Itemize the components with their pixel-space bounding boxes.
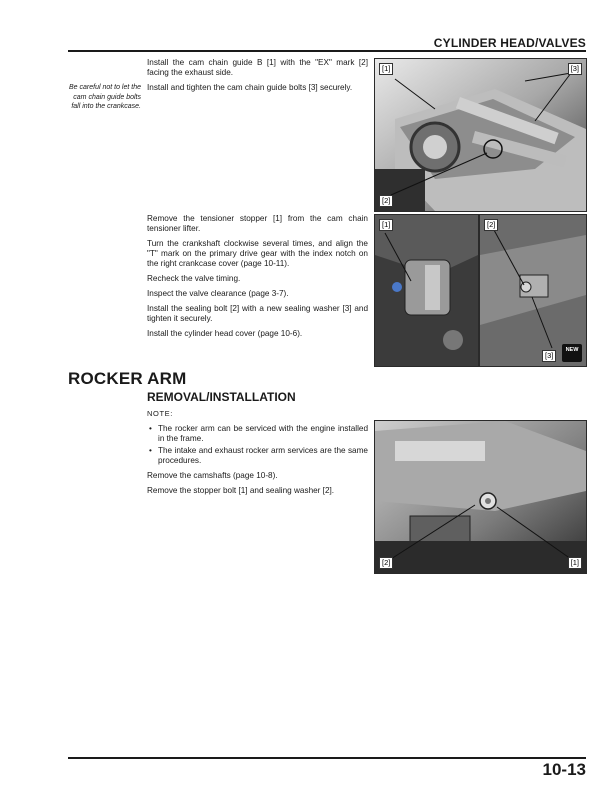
new-part-icon [562,344,582,362]
note-item: • The rocker arm can be serviced with the engine installed in the frame. [147,424,368,444]
section-title: ROCKER ARM [68,369,187,388]
instruction-block-2 [147,214,368,344]
note-list [147,424,368,466]
step-recheck-valve-timing: Recheck the valve timing. [147,274,241,283]
section-header-title: CYLINDER HEAD/VALVES [433,36,586,50]
step-install-cam-chain-guide: Install the cam chain guide B [1] with the "EX" mark [2] facing the exhaust side. [147,58,368,77]
photo-stopper-bolt [374,420,587,574]
header-rule [68,50,586,52]
instruction-block-1 [147,58,368,98]
step-remove-stopper-bolt: Remove the stopper bolt [1] and sealing washer [2]. [147,486,335,495]
step-install-head-cover: Install the cylinder head cover (page 10-6). [147,329,303,338]
callout-1: [1] [379,219,393,231]
footer-rule [68,757,586,759]
step-remove-camshafts: Remove the camshafts (page 10-8). [147,471,278,480]
callout-1: [1] [379,63,393,75]
tensioner-illustration [375,215,478,366]
step-turn-crankshaft: Turn the crankshaft clockwise several times, and align the "T" mark on the primary drive gear with the index notch on the right crankcase cover (page 10-11). [147,239,368,268]
note-item: • The intake and exhaust rocker arm services are the same procedures. [147,446,368,466]
step-inspect-valve-clearance: Inspect the valve clearance (page 3-7). [147,289,289,298]
engine-head-illustration [375,59,586,211]
callout-1: [1] [568,557,582,569]
callout-3: [3] [542,350,556,362]
side-caution-note: Be careful not to let the cam chain guide bolts fall into the crankcase. [69,84,141,110]
callout-2: [2] [379,557,393,569]
page-number: 10-13 [542,760,586,779]
note-label: NOTE: [147,409,173,418]
callout-3: [3] [568,63,582,75]
step-tighten-guide-bolts: Install and tighten the cam chain guide bolts [3] securely. [147,83,353,92]
photo-tensioner-stopper [374,214,479,367]
new-badge-label: NEW [565,347,579,353]
step-install-sealing-bolt: Install the sealing bolt [2] with a new sealing washer [3] and tighten it securely. [147,304,368,323]
photo-sealing-bolt [479,214,587,367]
photo-cam-chain-guide [374,58,587,212]
subsection-title: REMOVAL/INSTALLATION [147,390,296,404]
step-remove-tensioner-stopper: Remove the tensioner stopper [1] from the cam chain tensioner lifter. [147,214,368,233]
instruction-block-3 [147,409,368,501]
callout-2: [2] [484,219,498,231]
callout-2: [2] [379,195,393,207]
stopper-bolt-illustration [375,421,586,573]
